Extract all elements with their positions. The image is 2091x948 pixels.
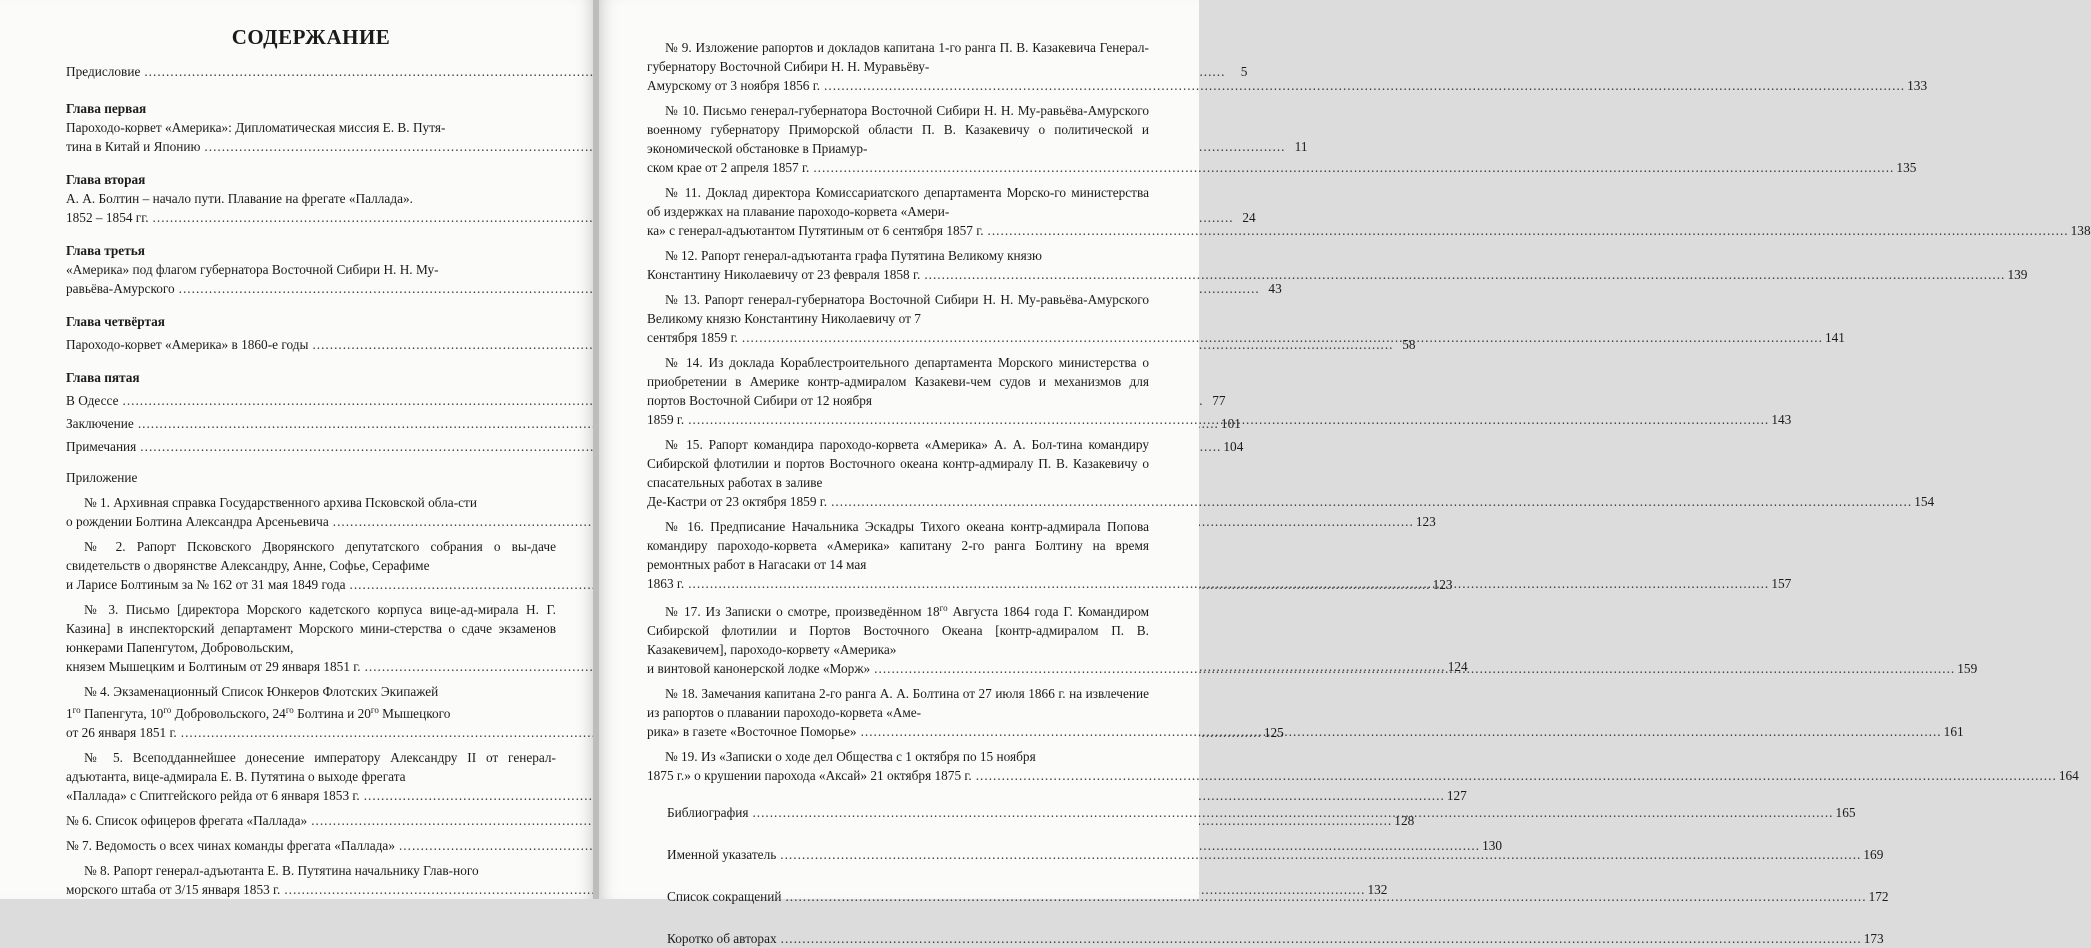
page-number: 5: [1240, 64, 1248, 79]
page-number: 164: [2058, 768, 2079, 783]
entry-text: № 17. Из Записки о смотре, произведённом $18^{го}$ Августа 1864 года Г. Командиром Сибирской флотилии и Портов Восточного Океана [контр-адмиралом П. В. Казакевичем], пароходо-корвету «Америка»: [647, 603, 1149, 657]
entry-text: Пароходо-корвет «Америка»: Дипломатическая миссия Е. В. Путя-: [66, 120, 446, 135]
entry-text: № 14. Из доклада Кораблестроительного департамента Морского министерства о приобретении в Америке контр-адмиралом Казакеви-чем судов и механизмов для портов Восточной Сибири от 12 ноября: [647, 355, 1149, 408]
dot-leader: [861, 722, 1942, 741]
chapter-heading-3: Глава третья: [66, 243, 145, 258]
toc-entry-preface: [66, 62, 1248, 81]
entry-text: № 2. Рапорт Псковского Дворянского депутатского собрания о вы-даче свидетельств о дворянстве Александру, Анне, Софье, Серафиме: [66, 539, 556, 573]
dot-leader: [831, 492, 1912, 511]
entry-text-last: тина в Китай и Японию: [66, 139, 201, 154]
dot-leader: [688, 574, 1769, 593]
toc-entry-notes: [66, 437, 1244, 456]
dot-leader: [780, 845, 1861, 864]
entry-text: № 15. Рапорт командира пароходо-корвета «Америка» А. А. Бол-тина командиру Сибирской флотилии и портов Восточного океана контр-адмиралу П. В. Казакевичу о спасательных работах в заливе: [647, 437, 1149, 490]
entry-text: В Одессе: [66, 393, 119, 408]
toc-entry-chapter-5: [66, 391, 1226, 410]
page-number: 165: [1835, 805, 1856, 820]
entry-text: № 5. Всеподданнейшее донесение императору Александру II от генерал-адъютанта, вице-адмирала Е. В. Путятина о выходе фрегата: [66, 750, 556, 784]
page-number: 139: [2007, 267, 2028, 282]
entry-text-last: рика» в газете «Восточное Поморье»: [647, 724, 857, 739]
page-number: 11: [1294, 139, 1308, 154]
entry-text-last: равьёва-Амурского: [66, 281, 175, 296]
entry-text: № 10. Письмо генерал-губернатора Восточной Сибири Н. Н. Му-равьёва-Амурского военному губернатору Приморской области П. В. Казакевичу о политической и экономической обстановке в Приамур-: [647, 103, 1149, 156]
entry-text: № 1. Архивная справка Государственного архива Псковской обла-сти: [84, 495, 477, 510]
entry-text: Примечания: [66, 439, 137, 454]
page-number: 132: [1367, 882, 1388, 897]
entry-text: № 3. Письмо [директора Морского кадетского корпуса вице-ад-мирала Н. Г. Казина] в инспекторский департамент Морского мини-стерства о сдаче экзаменов юнкерами Папенгутом, Добровольским,: [66, 602, 556, 655]
page-number: 133: [1907, 78, 1928, 93]
page-number: 172: [1868, 889, 1889, 904]
page-number: 104: [1223, 439, 1244, 454]
entry-text: Именной указатель: [667, 847, 777, 862]
entry-text: Предисловие: [66, 64, 141, 79]
dot-leader: [874, 659, 1955, 678]
toc-entry-appendix-12: [647, 246, 2028, 284]
page-number: 173: [1863, 931, 1884, 946]
page-title: СОДЕРЖАНИЕ: [231, 25, 391, 49]
entry-text: «Америка» под флагом губернатора Восточной Сибири Н. Н. Му-: [66, 262, 439, 277]
page-number: 127: [1446, 788, 1467, 803]
chapter-heading-1: Глава первая: [66, 101, 147, 116]
page-number: 141: [1825, 330, 1845, 345]
entry-text-last: Де-Кастри от 23 октября 1859 г.: [647, 494, 828, 509]
page-number: 135: [1896, 160, 1917, 175]
entry-text-last: и винтовой канонерской лодке «Морж»: [647, 661, 871, 676]
page-number: 123: [1415, 514, 1436, 529]
entry-text-last: № 6. Список офицеров фрегата «Паллада»: [66, 813, 308, 828]
entry-text: № 9. Изложение рапортов и докладов капитана 1-го ранга П. В. Казакевича Генерал-губернатору Восточной Сибири Н. Н. Муравьёву-: [647, 40, 1149, 74]
appendix-heading: Приложение: [66, 470, 138, 485]
entry-text-last: от 26 января 1851 г.: [66, 725, 177, 740]
dot-leader: [824, 76, 1905, 95]
page-number: 58: [1402, 337, 1416, 352]
entry-text-last: Константину Николаевичу от 23 февраля 1858 г.: [647, 267, 921, 282]
entry-text: Пароходо-корвет «Америка» в 1860-е годы: [66, 337, 309, 352]
dot-leader: [688, 410, 1769, 429]
entry-text-last: 1859 г.: [647, 412, 685, 427]
entry-text-last: «Паллада» с Спитгейского рейда от 6 января 1853 г.: [66, 788, 360, 803]
entry-text: А. А. Болтин – начало пути. Плавание на фрегате «Паллада».: [66, 191, 413, 206]
dot-leader: [813, 158, 1894, 177]
entry-text: № 8. Рапорт генерал-адъютанта Е. В. Путятина начальнику Глав-ного: [84, 863, 479, 878]
dot-leader: [742, 328, 1823, 347]
entry-text-last: ском крае от 2 апреля 1857 г.: [647, 160, 810, 175]
entry-text: № 19. Из «Записки о ходе дел Общества с 1 октября по 15 ноября: [665, 749, 1036, 764]
page-number: 124: [1447, 659, 1468, 674]
entry-text: Список сокращений: [667, 889, 782, 904]
entry-text-last: сентября 1859 г.: [647, 330, 738, 345]
chapter-heading-2: Глава вторая: [66, 172, 146, 187]
chapter-heading-4: Глава четвёртая: [66, 314, 165, 329]
dot-leader: [924, 265, 2005, 284]
entry-text-last: князем Мышецким и Болтиным от 29 января 1851 г.: [66, 659, 361, 674]
entry-text: № 16. Предписание Начальника Эскадры Тихого океана контр-адмирала Попова командиру пароходо-корвета «Америка» капитану 2-го ранга Болтину на время ремонтных работ в Нагасаки от 14 мая: [647, 519, 1149, 572]
entry-text-line-2: $1^{го}$ Папенгута, $10^{го}$ Добровольского, $24^{го}$ Болтина и $20^{го}$ Мышецкого: [66, 705, 451, 721]
page-number: 159: [1957, 661, 1978, 676]
entry-text: № 18. Замечания капитана 2-го ранга А. А. Болтина от 27 июля 1866 г. на извлечение из рапортов о плавании пароходо-корвета «Аме-: [647, 686, 1149, 720]
entry-text-last: 1852 – 1854 гг.: [66, 210, 149, 225]
entry-text: № 4. Экзаменационный Список Юнкеров Флотских Экипажей: [84, 684, 439, 699]
entry-text-last: 1875 г.» о крушении парохода «Аксай» 21 октября 1875 г.: [647, 768, 972, 783]
page-number: 24: [1242, 210, 1256, 225]
page-number: 125: [1263, 725, 1284, 740]
toc-entry-appendix-19: [647, 747, 2079, 785]
entry-text-last: морского штаба от 3/15 января 1853 г.: [66, 882, 281, 897]
entry-text: Коротко об авторах: [667, 931, 777, 946]
entry-text: № 12. Рапорт генерал-адъютанта графа Путятина Великому князю: [665, 248, 1042, 263]
page-number: 169: [1863, 847, 1884, 862]
dot-leader: [752, 803, 1833, 822]
page-number: 154: [1914, 494, 1935, 509]
page-number: 130: [1482, 838, 1503, 853]
entry-text-last: № 7. Ведомость о всех чинах команды фрегата «Паллада»: [66, 838, 395, 853]
entry-text-last: о рождении Болтина Александра Арсеньевича: [66, 514, 329, 529]
page-number: 128: [1394, 813, 1415, 828]
page-number: 77: [1212, 393, 1226, 408]
dot-leader: [781, 929, 1862, 948]
toc-entry-appendix-9: [647, 38, 1928, 95]
entry-text-last: ка» с генерал-адъютантом Путятиным от 6 сентября 1857 г.: [647, 223, 984, 238]
chapter-heading-5: Глава пятая: [66, 370, 140, 385]
toc-entry-authors: [647, 929, 1884, 948]
entry-text: № 13. Рапорт генерал-губернатора Восточной Сибири Н. Н. Му-равьёва-Амурского Великому князю Константину Николаевичу от 7: [647, 292, 1149, 326]
dot-leader: [976, 766, 2057, 785]
entry-text-last: и Ларисе Болтиным за № 162 от 31 мая 1849 года: [66, 577, 346, 592]
entry-text: № 11. Доклад директора Комиссариатского департамента Морско-го министерства об издержках на плавание пароходо-корвета «Амери-: [647, 185, 1149, 219]
dot-leader: [988, 221, 2069, 240]
page-number: 138: [2070, 223, 2091, 238]
entry-text: Библиография: [667, 805, 749, 820]
page-number: 123: [1432, 577, 1453, 592]
entry-text: Заключение: [66, 416, 134, 431]
entry-text-last: 1863 г.: [647, 576, 685, 591]
page-number: 161: [1943, 724, 1964, 739]
dot-leader: [785, 887, 1866, 906]
page-number: 157: [1771, 576, 1792, 591]
page-number: 143: [1771, 412, 1792, 427]
page-number: 101: [1220, 416, 1241, 431]
page-number: 43: [1268, 281, 1282, 296]
entry-text-last: Амурскому от 3 ноября 1856 г.: [647, 78, 821, 93]
